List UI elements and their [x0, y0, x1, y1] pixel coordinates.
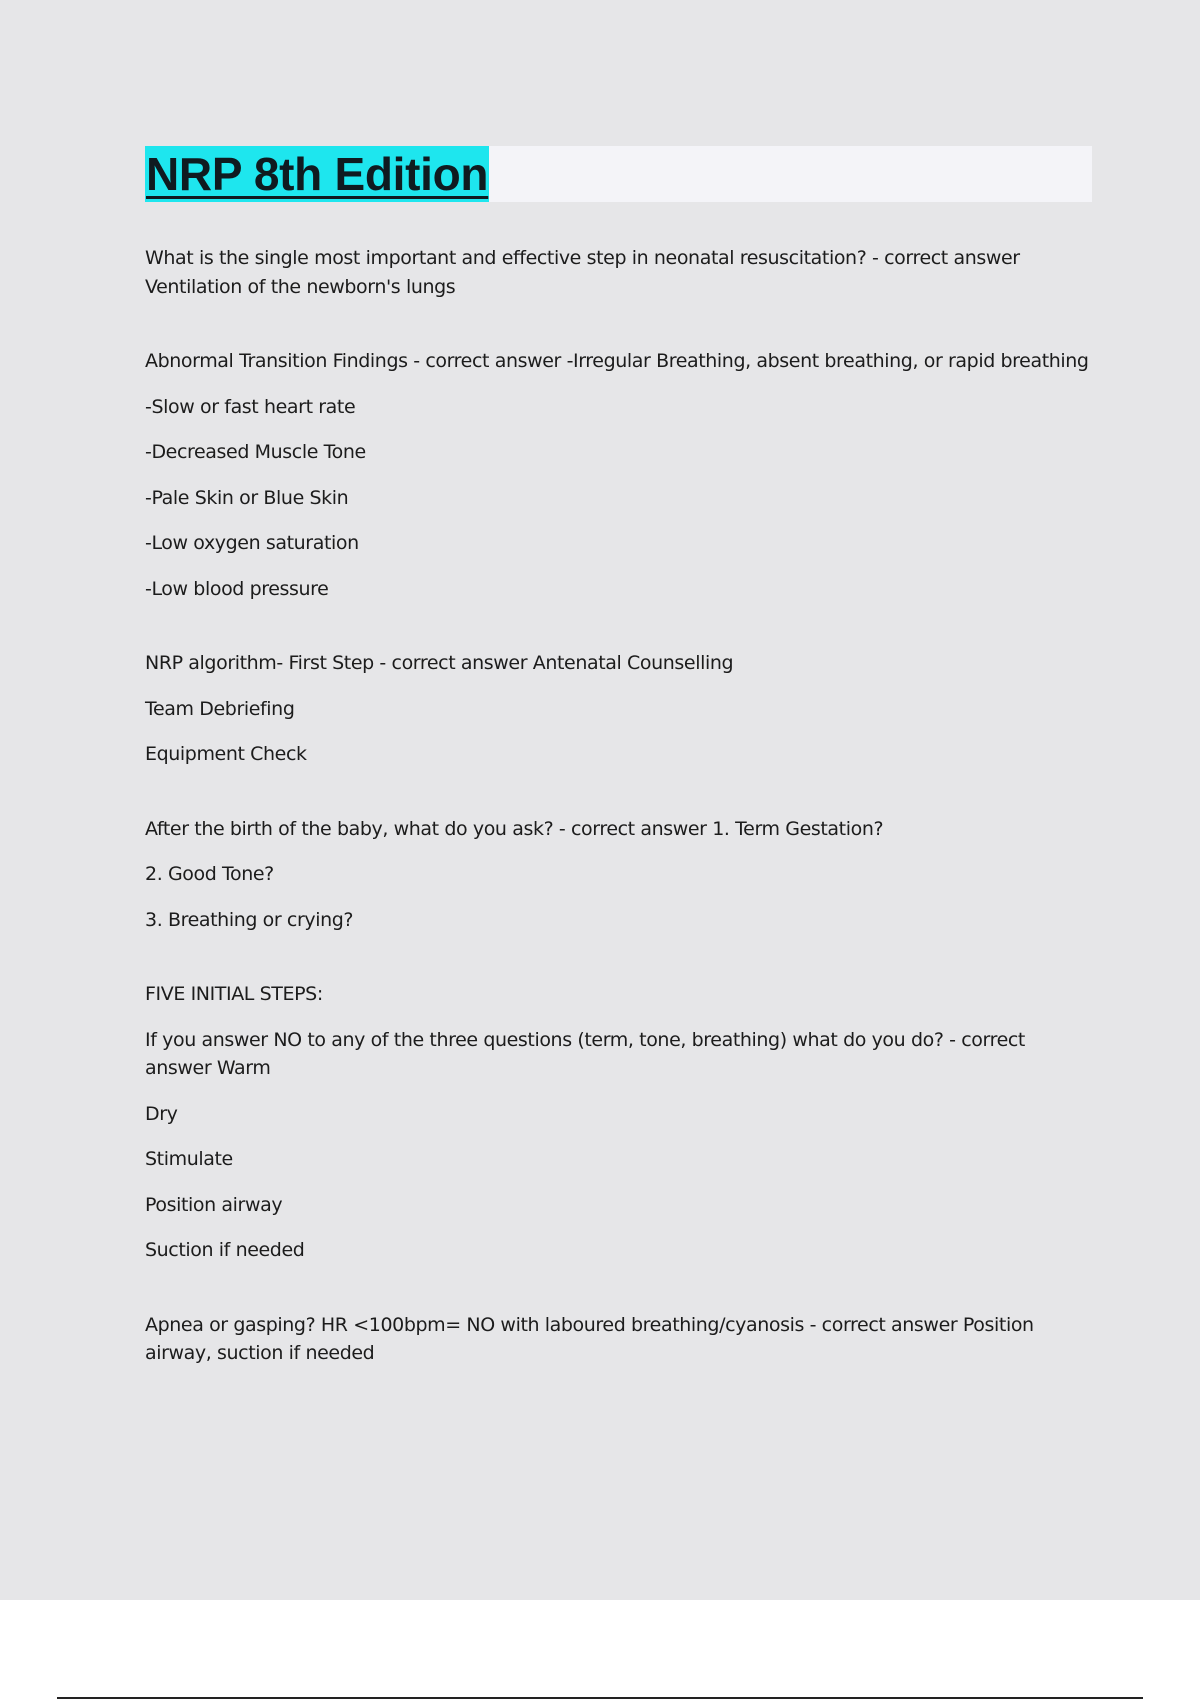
- answer-line: Team Debriefing: [145, 697, 295, 720]
- question-2-text: Abnormal Transition Findings - correct answer -Irregular Breathing, absent breathing, or rapid breathing: [145, 350, 1089, 372]
- answer-line: -Slow or fast heart rate: [145, 395, 356, 418]
- answer-line: -Decreased Muscle Tone: [145, 441, 366, 463]
- question-5-text: If you answer NO to any of the three questions (term, tone, breathing) what do you do? - correct answer Warm: [145, 1028, 1025, 1079]
- answer-line: -Low oxygen saturation: [145, 532, 359, 554]
- answer-line: Stimulate: [145, 1148, 233, 1170]
- answer-line: -Low blood pressure: [145, 577, 329, 600]
- answer-line: 2. Good Tone?: [145, 863, 274, 885]
- question-1-text: What is the single most important and effective step in neonatal resuscitation? - correct answer Ventilation of the newborn's lungs: [145, 247, 1020, 298]
- answer-line: -Pale Skin or Blue Skin: [145, 486, 349, 509]
- answer-line: Equipment Check: [145, 743, 307, 765]
- section-heading: FIVE INITIAL STEPS:: [145, 983, 323, 1005]
- answer-line: Dry: [145, 1102, 178, 1125]
- footer-divider: [57, 1697, 1143, 1699]
- question-3-text: NRP algorithm- First Step - correct answer Antenatal Counselling: [145, 652, 734, 674]
- document-title: NRP 8th Edition: [146, 148, 489, 200]
- answer-line: 3. Breathing or crying?: [145, 908, 354, 931]
- answer-line: Position airway: [145, 1193, 283, 1216]
- document-body: [145, 244, 1095, 1385]
- question-6-text: Apnea or gasping? HR <100bpm= NO with laboured breathing/cyanosis - correct answer Position airway, suction if needed: [145, 1313, 1034, 1364]
- answer-line: Suction if needed: [145, 1239, 305, 1261]
- question-4-text: After the birth of the baby, what do you ask? - correct answer 1. Term Gestation?: [145, 817, 884, 840]
